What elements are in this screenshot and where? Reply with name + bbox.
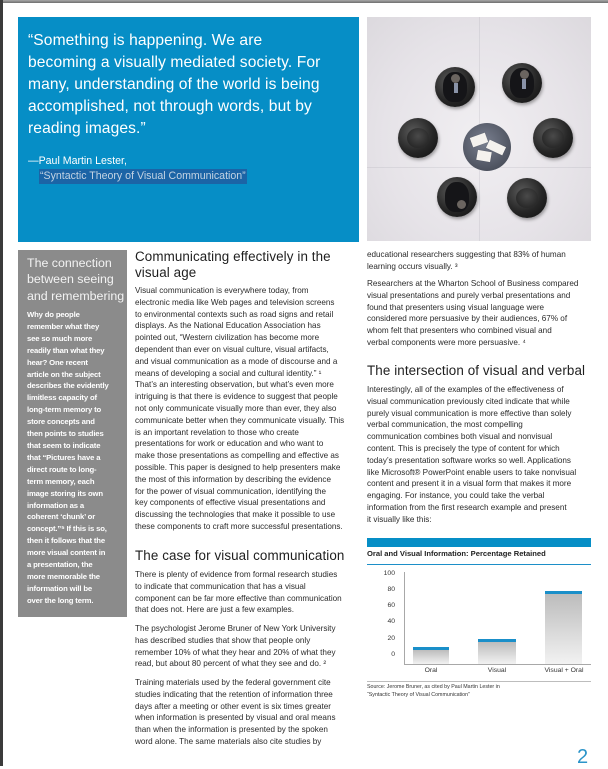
- text-line: electronic media like Web pages and television screens: [135, 297, 335, 307]
- sidebar-line: then points to studies: [27, 429, 104, 439]
- text-line: today’s presentation software works so well. Applications: [367, 455, 571, 465]
- chair-icon: [502, 63, 542, 103]
- sidebar-heading: [27, 255, 124, 304]
- sidebar-heading-line: between seeing: [27, 272, 114, 287]
- paragraph: [135, 285, 344, 533]
- sidebar-line: information as a: [27, 500, 84, 510]
- text-line: communicate better when they communicate visually. This: [135, 415, 345, 425]
- sidebar-line: coherent ‘chunk’ or: [27, 512, 96, 522]
- text-line: There is plenty of evidence from formal research studies: [135, 570, 338, 579]
- sidebar-line: hear? One recent: [27, 357, 88, 367]
- sidebar-line: article on the subject: [27, 369, 101, 379]
- heading-line: The case for visual communication: [135, 548, 345, 563]
- text-line: verbal communication, the most compelling: [367, 420, 523, 430]
- paragraph: [135, 623, 336, 670]
- paragraph: [135, 677, 336, 748]
- quote-line: “Something is happening. We are: [28, 32, 263, 49]
- y-tick-label: 80: [387, 586, 395, 593]
- sidebar-line: Why do people: [27, 310, 80, 319]
- text-line: read, but about 80 percent of what they see and do. ²: [135, 659, 327, 669]
- text-line: The psychologist Jerome Bruner of New York University: [135, 624, 336, 633]
- text-line: presentations for work or education and who want to: [135, 439, 324, 449]
- sidebar-line: information will be: [27, 583, 93, 593]
- y-axis: [404, 572, 405, 664]
- x-category-label: Visual: [487, 667, 507, 674]
- chart-header-band: [367, 538, 591, 547]
- x-axis: [404, 664, 591, 665]
- meeting-photo: [367, 17, 591, 241]
- text-line: the most of this information by describing the evidence: [135, 474, 332, 484]
- text-line: word alone. The same materials also cite studies by: [135, 736, 322, 746]
- text-line: has described studies that show that people only: [135, 635, 311, 645]
- text-line: visual communication previously cited indicate that while: [367, 396, 570, 406]
- text-line: considered more persuasive by their audiences, 67% of: [367, 314, 568, 324]
- bar-oral: [413, 647, 449, 664]
- text-line: engaging. For instance, you could take the verbal: [367, 491, 545, 501]
- text-line: content. This is precisely the type of content for which: [367, 443, 560, 453]
- text-line: and visual communication as a mode of discourse and a: [135, 356, 338, 366]
- text-line: purely visual communication is more effective than solely: [367, 408, 572, 418]
- text-line: that does not. Here are just a few examples.: [135, 605, 294, 615]
- text-line: Researchers at the Wharton School of Business compared: [367, 279, 579, 288]
- y-tick-label: 40: [387, 618, 395, 625]
- source-divider: [367, 681, 591, 682]
- text-line: to indicate that communication that has a visual: [135, 581, 306, 591]
- x-category-label: Visual + Oral: [544, 667, 584, 674]
- sidebar-line: readily than what they: [27, 345, 105, 355]
- text-line: intriguing is that there is evidence to suggest that people: [135, 392, 338, 402]
- quote-line: becoming a visually mediated society. For: [28, 53, 321, 71]
- text-line: it visually like this:: [367, 514, 432, 524]
- sidebar-body: [27, 309, 109, 607]
- y-tick-label: 100: [383, 570, 395, 577]
- text-line: remember 10% of what they hear and 20% of what they: [135, 647, 336, 657]
- sidebar-line: a presentation, the: [27, 560, 93, 570]
- sidebar-line: concept.”⁵ If this is so,: [27, 524, 107, 534]
- section-heading-intersection: [367, 363, 585, 379]
- source-line: “Syntactic Theory of Visual Communication”: [367, 691, 470, 698]
- chair-icon: [507, 178, 547, 218]
- round-table-icon: [463, 123, 511, 171]
- sidebar-line: over the long term.: [27, 595, 94, 605]
- text-line: not only communicate visually more than ever, they also: [135, 403, 337, 413]
- sidebar-line: limitless capacity of: [27, 393, 97, 403]
- sidebar-line: image storing its own: [27, 488, 103, 498]
- paragraph: [367, 278, 578, 349]
- quote-line: accomplished, not through words, but by: [28, 97, 312, 115]
- chair-icon: [435, 67, 475, 107]
- sidebar-callout: [18, 250, 127, 617]
- text-line: studies indicating that the retention of information three: [135, 689, 333, 699]
- y-tick-label: 60: [387, 602, 395, 609]
- x-category-label: Oral: [424, 667, 438, 674]
- text-line: means of developing a social and cultural identity.” ¹: [135, 368, 322, 378]
- section-heading-case: [135, 548, 344, 564]
- window-top-border: [0, 0, 608, 3]
- chair-icon: [533, 118, 573, 158]
- quote-author: —Paul Martin Lester,: [28, 155, 127, 167]
- text-line: possible. This paper is designed to help presenters make: [135, 462, 341, 472]
- text-line: than when the information is presented by the spoken: [135, 725, 328, 735]
- pull-quote-text: [28, 30, 320, 140]
- text-line: verbal components were more persuasive. ⁴: [367, 337, 526, 347]
- chart-source-note: [367, 684, 500, 699]
- paragraph: [367, 249, 566, 273]
- text-line: visual presentations and purely verbal presentations and: [367, 290, 571, 300]
- text-line: key components of effective visual presentations and: [135, 498, 326, 508]
- text-line: learning occurs visually. ³: [367, 261, 458, 271]
- bar-visual: [478, 639, 516, 664]
- bar-visual-oral: [545, 591, 582, 664]
- text-line: That’s an interesting observation, but what’s even more: [135, 380, 334, 390]
- text-line: Visual communication is everywhere today, from: [135, 286, 309, 295]
- chart-title-rule: [367, 564, 591, 565]
- text-line: communication combines both visual and nonvisual: [367, 432, 553, 442]
- heading-line: The intersection of visual and verbal: [367, 363, 586, 378]
- text-line: dependent than ever on visual culture, visual artifacts,: [135, 344, 329, 354]
- section-heading-communicating: [135, 249, 331, 281]
- text-line: Training materials used by the federal government cite: [135, 678, 331, 687]
- chart-title: Oral and Visual Information: Percentage Retained: [367, 549, 546, 558]
- source-line: Source: Jerome Bruner, as cited by Paul Martin Lester in: [367, 684, 500, 690]
- text-line: discussing the technologies that make it possible to use: [135, 510, 336, 520]
- sidebar-line: that “Pictures have a: [27, 452, 101, 462]
- text-line: information from the first research example and present: [367, 502, 567, 512]
- text-line: pointed out, “Western civilization has become more: [135, 333, 320, 343]
- text-line: whom felt that presenters who combined visual and: [367, 326, 552, 336]
- text-line: these components to craft more successful presentations.: [135, 521, 343, 531]
- paragraph: [367, 384, 576, 526]
- text-line: make those presentations as compelling and effective as: [135, 451, 339, 461]
- quote-line: many, understanding of the world is being: [28, 75, 320, 93]
- chair-icon: [398, 118, 438, 158]
- person-icon: [510, 68, 534, 98]
- sidebar-line: see so much more: [27, 333, 93, 343]
- sidebar-heading-line: The connection: [27, 256, 112, 270]
- text-line: content and present it in a visual form that makes it more: [367, 479, 572, 489]
- sidebar-line: store concepts and: [27, 417, 95, 427]
- text-line: to environmental contexts such as road signs and retail: [135, 309, 334, 319]
- text-line: educational researchers suggesting that 83% of human: [367, 250, 566, 259]
- sidebar-line: long-term memory to: [27, 405, 102, 415]
- text-line: for the power of visual communication, identifying the: [135, 486, 327, 496]
- heading-line: visual age: [135, 265, 197, 280]
- text-line: when information is presented by visual and oral means: [135, 713, 336, 723]
- sidebar-line: remember what they: [27, 321, 100, 331]
- pull-quote-box: [18, 17, 359, 242]
- person-icon: [445, 182, 469, 212]
- chair-icon: [437, 177, 477, 217]
- heading-line: Communicating effectively in the: [135, 249, 331, 264]
- y-tick-label: 0: [391, 651, 395, 658]
- person-icon: [443, 72, 467, 102]
- quote-attribution: [28, 154, 247, 184]
- retention-bar-chart: [367, 538, 591, 680]
- text-line: component can be far more effective than communication: [135, 593, 342, 603]
- text-line: like Microsoft® PowerPoint enable users to take nonvisual: [367, 467, 577, 477]
- sidebar-line: describes the evidently: [27, 381, 109, 391]
- text-line: days after a meeting or other event is six times greater: [135, 701, 331, 711]
- sidebar-line: direct route to long-: [27, 464, 97, 474]
- text-line: displays. As the National Education Association has: [135, 321, 321, 331]
- window-left-border: [0, 0, 3, 766]
- text-line: is an important revelation to those who create: [135, 427, 299, 437]
- sidebar-line: that seem to indicate: [27, 440, 101, 450]
- sidebar-line: then it follows that the: [27, 536, 105, 546]
- quote-line: reading images.”: [28, 119, 146, 137]
- text-line: found that presenters using visual language were: [367, 302, 545, 312]
- sidebar-line: more memorable the: [27, 571, 100, 581]
- sidebar-line: term memory, each: [27, 476, 95, 486]
- sidebar-line: more visual content in: [27, 548, 106, 558]
- y-tick-label: 20: [387, 635, 395, 642]
- paragraph: [135, 569, 342, 616]
- quote-source-selected-text[interactable]: “Syntactic Theory of Visual Communication”: [40, 170, 246, 182]
- page-number: 2: [577, 746, 589, 768]
- sidebar-heading-line: and remembering: [27, 288, 125, 303]
- text-line: Interestingly, all of the examples of the effectiveness of: [367, 385, 564, 394]
